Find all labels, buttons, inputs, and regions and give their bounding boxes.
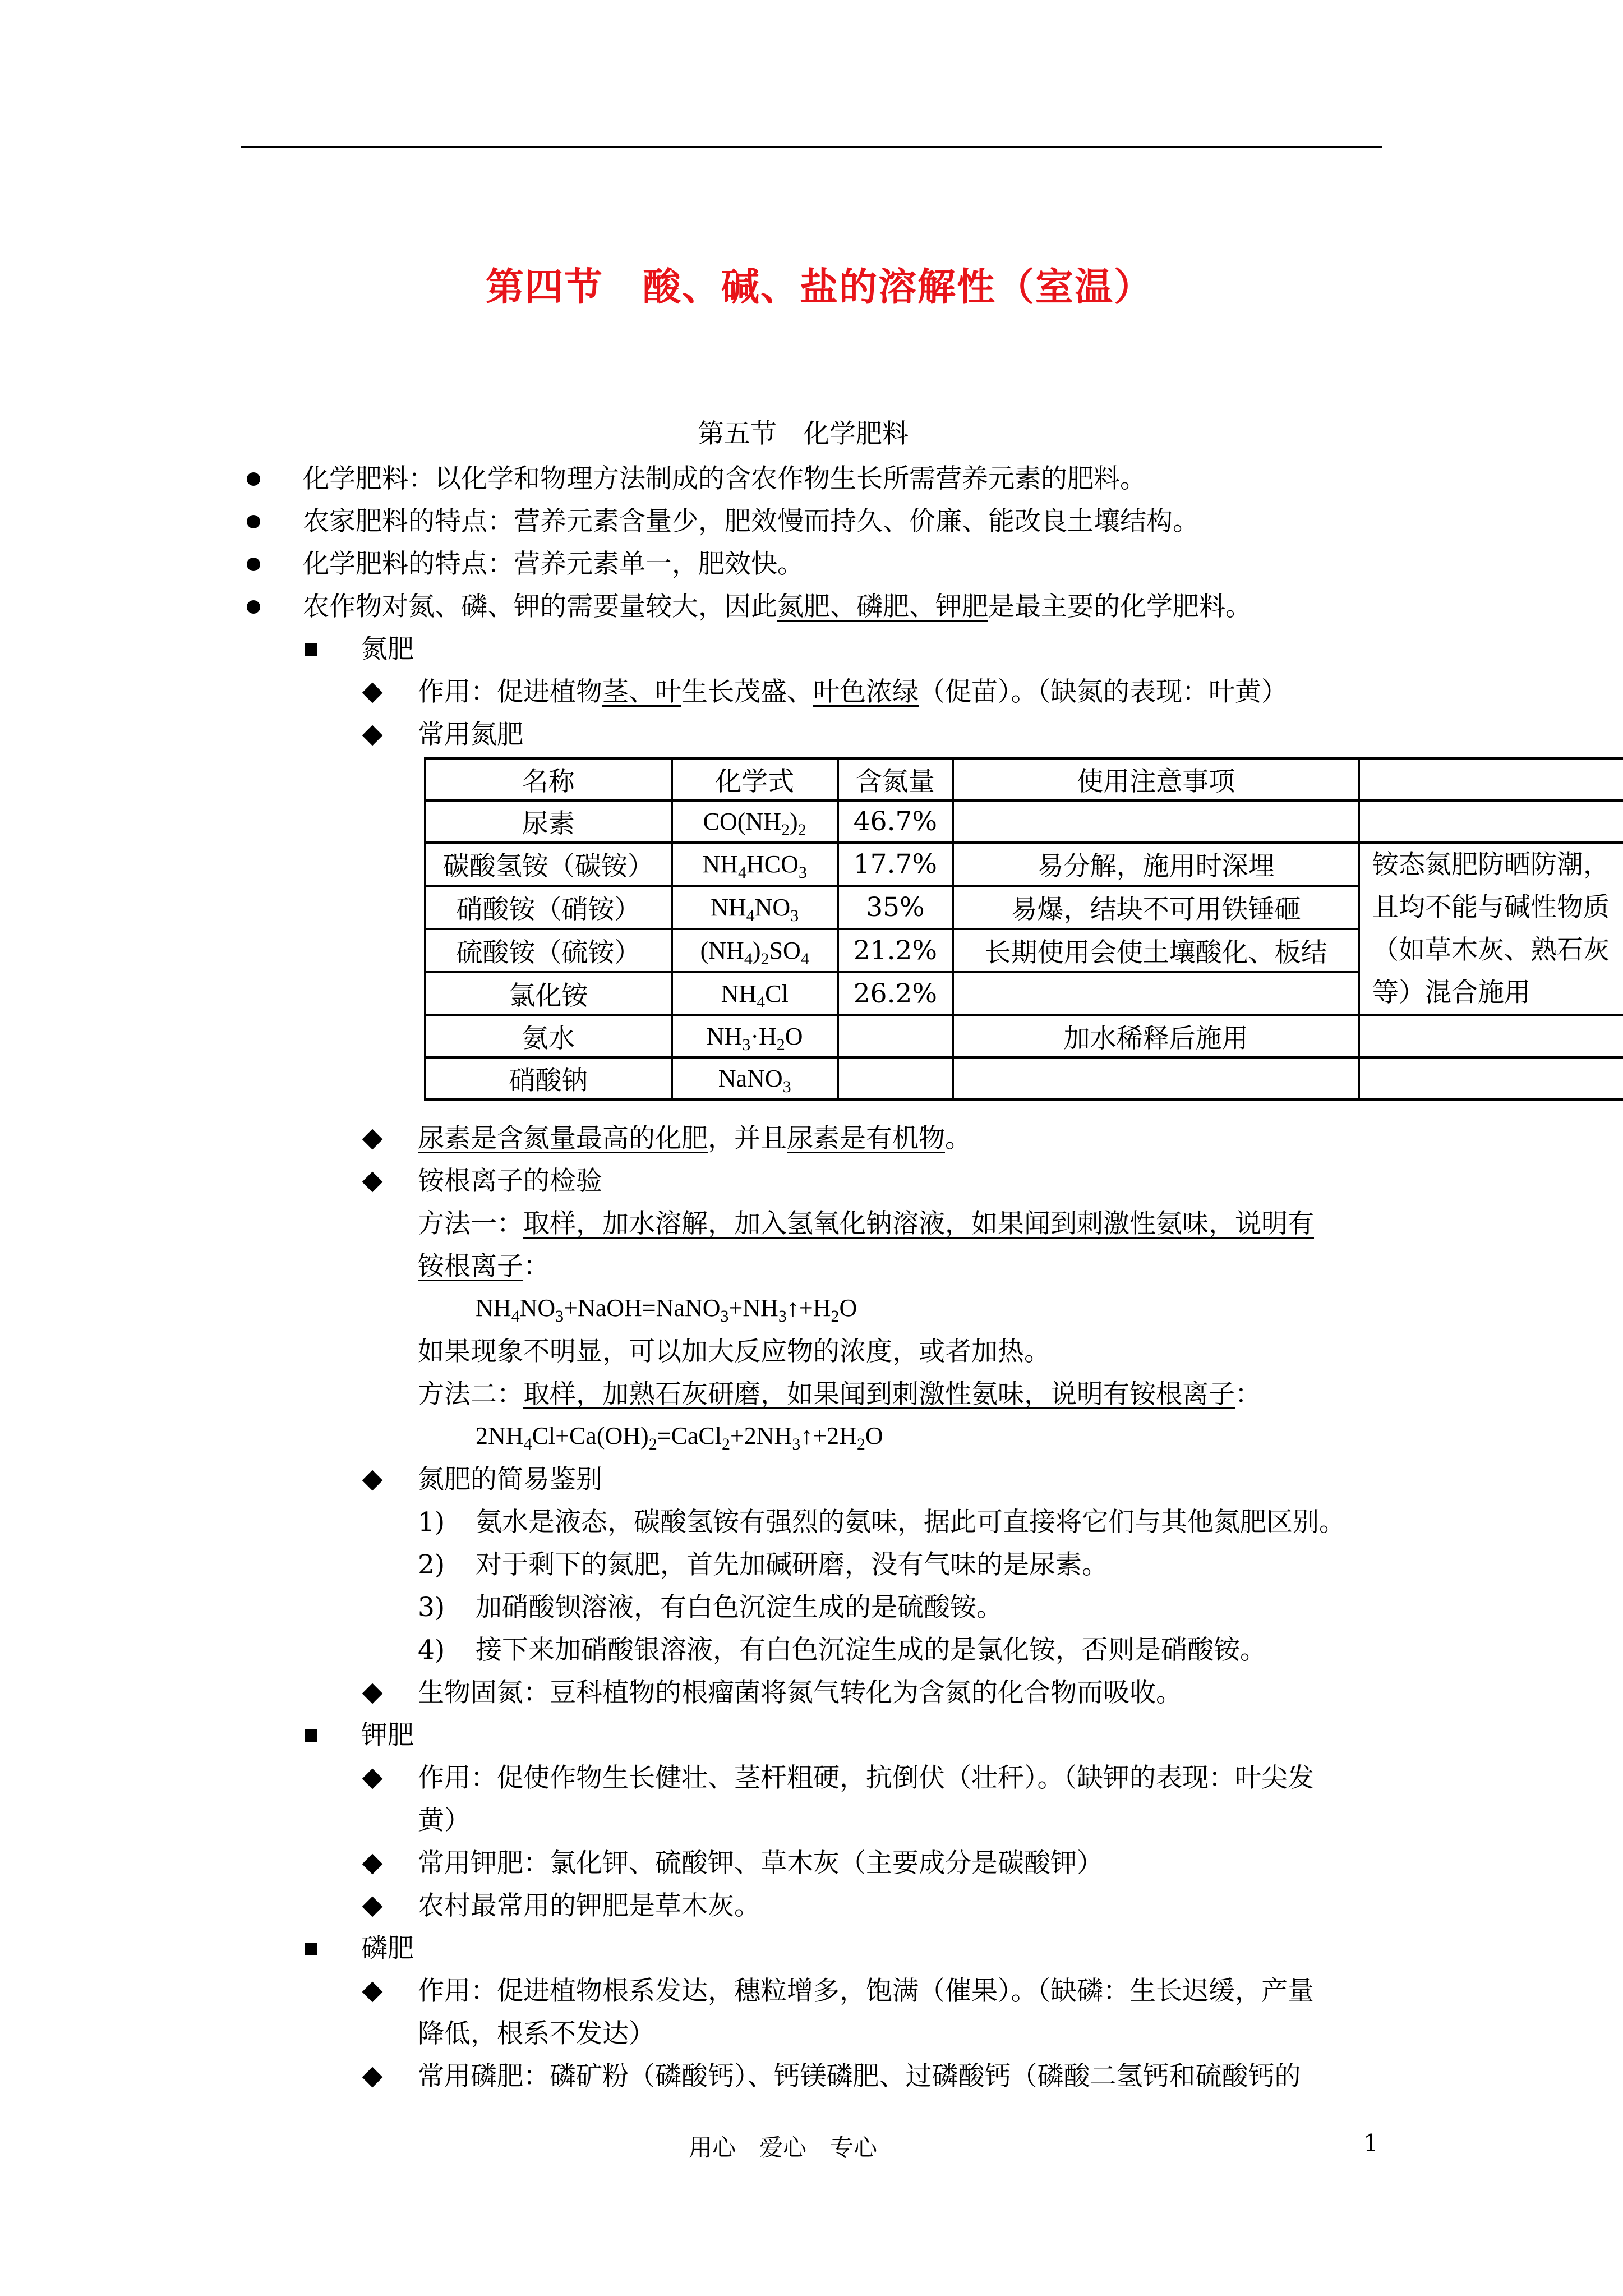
phosphorus-heading: 磷肥 <box>361 1933 414 1964</box>
diamond-bullet-icon <box>362 1129 383 1150</box>
percent-cell: 17.7% <box>838 843 953 886</box>
identify-label: 氮肥的简易鉴别 <box>418 1464 602 1495</box>
ammonium-test-label: 铵根离子的检验 <box>418 1166 602 1197</box>
name-cell: 氨水 <box>425 1015 672 1057</box>
diamond-bullet-icon <box>362 1897 383 1917</box>
identify-step-text: 接下来加硝酸银溶液，有白色沉淀生成的是氯化铵，否则是硝酸铵。 <box>476 1635 1266 1665</box>
diamond-bullet-icon <box>362 1683 383 1704</box>
underlined-text: 铵根离子 <box>418 1251 523 1282</box>
potassium-effect-cont: 黄） <box>418 1805 471 1836</box>
phosphorus-common: 常用磷肥：磷矿粉（磷酸钙）、钙镁磷肥、过磷酸钙（磷酸二氢钙和硫酸钙的 <box>418 2061 1301 2092</box>
header-rule <box>241 146 1382 148</box>
section-title: 第五节 化学肥料 <box>698 418 909 449</box>
table-header-row <box>425 758 1623 800</box>
phosphorus-effect: 作用：促进植物根系发达，穗粒增多，饱满（催果）。（缺磷：生长迟缓，产量 <box>418 1976 1314 2007</box>
formula-cell: NaNO$_3$ <box>672 1057 838 1099</box>
method-one <box>418 1208 1314 1239</box>
method-one-cont <box>418 1253 550 1280</box>
text: 方法一： <box>418 1208 523 1239</box>
formula-cell: $NH_3\cdot H_2O$ <box>672 1015 838 1057</box>
square-bullet-icon <box>305 643 317 656</box>
page-title: 第四节 酸、碱、盐的溶解性（室温） <box>486 265 1154 310</box>
diamond-bullet-icon <box>362 1172 383 1193</box>
identify-step-number: 4) <box>418 1635 445 1665</box>
underlined-text: 取样，加熟石灰研磨，如果闻到刺激性氨味，说明有铵根离子 <box>523 1379 1235 1410</box>
identify-step-number: 3) <box>418 1592 445 1623</box>
header-cell: 含氮量 <box>838 758 953 800</box>
diamond-bullet-icon <box>362 1769 383 1789</box>
common-nitrogen-label: 常用氮肥 <box>418 719 523 750</box>
note-cell: 加水稀释后施用 <box>953 1015 1359 1057</box>
formula-cell: $NH_4NO_3$ <box>672 886 838 929</box>
empty-cell <box>1359 800 1623 843</box>
identify-step-number: 1) <box>418 1507 445 1538</box>
header-cell: 名称 <box>425 758 672 800</box>
nitrogen-heading: 氮肥 <box>361 634 414 665</box>
percent-cell: 26.2% <box>838 972 953 1015</box>
text: 。 <box>945 1123 971 1154</box>
table-row <box>425 1057 1623 1099</box>
table-row <box>425 800 1623 843</box>
bullet-item-main-fertilizers <box>303 593 1252 620</box>
square-bullet-icon <box>305 1943 317 1955</box>
identify-step-text: 对于剩下的氮肥，首先加碱研磨，没有气味的是尿素。 <box>476 1549 1108 1580</box>
bullet-item: 化学肥料的特点：营养元素单一，肥效快。 <box>303 549 804 579</box>
text: 是最主要的化学肥料。 <box>988 591 1252 622</box>
diamond-bullet-icon <box>362 1854 383 1875</box>
note-cell <box>953 972 1359 1015</box>
name-cell: 硝酸钠 <box>425 1057 672 1099</box>
table-row <box>425 843 1623 886</box>
text: ： <box>1235 1379 1261 1410</box>
empty-cell <box>1359 758 1623 800</box>
percent-cell: 21.2% <box>838 929 953 972</box>
identify-step-text: 氨水是液态，碳酸氢铵有强烈的氨味，据此可直接将它们与其他氮肥区别。 <box>476 1507 1345 1538</box>
potassium-effect: 作用：促使作物生长健壮、茎杆粗硬，抗倒伏（壮秆）。（缺钾的表现：叶尖发 <box>418 1763 1314 1793</box>
formula-cell: $NH_4Cl$ <box>672 972 838 1015</box>
diamond-bullet-icon <box>362 1982 383 2003</box>
potassium-rural: 农村最常用的钾肥是草木灰。 <box>418 1890 760 1921</box>
bullet-item: 化学肥料：以化学和物理方法制成的含农作物生长所需营养元素的肥料。 <box>303 463 1146 494</box>
empty-cell <box>1359 1057 1623 1099</box>
bullet-item: 农家肥料的特点：营养元素含量少，肥效慢而持久、价廉、能改良土壤结构。 <box>303 506 1199 537</box>
header-cell: 化学式 <box>672 758 838 800</box>
header-cell: 使用注意事项 <box>953 758 1359 800</box>
note-cell <box>953 1057 1359 1099</box>
underlined-text: 氮肥、磷肥、钾肥 <box>777 591 988 622</box>
footer-motto: 用心 爱心 专心 <box>689 2134 878 2161</box>
percent-cell <box>838 1015 953 1057</box>
percent-cell <box>838 1057 953 1099</box>
underlined-text: 茎、叶 <box>602 677 681 707</box>
urea-note <box>418 1125 971 1152</box>
text: ： <box>523 1251 550 1282</box>
underlined-text: 叶色浓绿 <box>813 677 919 707</box>
text: 农作物对氮、磷、钾的需要量较大，因此 <box>303 591 777 622</box>
square-bullet-icon <box>305 1729 317 1742</box>
equation-method-two: $2NH_4Cl+Ca(OH)_2=CaCl_2+2NH_3↑+2H_2O$ <box>476 1422 883 1453</box>
text: （促苗）。（缺氮的表现：叶黄） <box>919 677 1288 707</box>
text: 生长茂盛、 <box>681 677 813 707</box>
formula-cell: $NH_4HCO_3$ <box>672 843 838 886</box>
method-two <box>418 1379 1261 1410</box>
note-cell <box>953 800 1359 843</box>
bio-fixation: 生物固氮：豆科植物的根瘤菌将氮气转化为含氮的化合物而吸收。 <box>418 1677 1182 1708</box>
note-cell: 易爆，结块不可用铁锤砸 <box>953 886 1359 929</box>
name-cell: 尿素 <box>425 800 672 843</box>
potassium-heading: 钾肥 <box>361 1720 414 1751</box>
formula-cell: $CO(NH_2)_2$ <box>672 800 838 843</box>
underlined-text: 取样，加水溶解，加入氢氧化钠溶液，如果闻到刺激性氨味，说明有 <box>523 1208 1314 1239</box>
name-cell: 硝酸铵（硝铵） <box>425 886 672 929</box>
potassium-common: 常用钾肥：氯化钾、硫酸钾、草木灰（主要成分是碳酸钾） <box>418 1848 1103 1879</box>
ammonium-caution-cell: 铵态氮肥防晒防潮，且均不能与碱性物质（如草木灰、熟石灰等）混合施用 <box>1359 843 1623 1015</box>
note-cell: 易分解，施用时深埋 <box>953 843 1359 886</box>
diamond-bullet-icon <box>362 2067 383 2088</box>
name-cell: 碳酸氢铵（碳铵） <box>425 843 672 886</box>
underlined-text: 尿素是含氮量最高的化肥 <box>418 1123 708 1154</box>
name-cell: 氯化铵 <box>425 972 672 1015</box>
identify-step-text: 加硝酸钡溶液，有白色沉淀生成的是硫酸铵。 <box>476 1592 1003 1623</box>
bullet-dot-icon <box>247 472 260 486</box>
bullet-dot-icon <box>247 558 260 571</box>
percent-cell: 35% <box>838 886 953 929</box>
nitrogen-effect <box>418 679 1288 705</box>
table-row <box>425 1015 1623 1057</box>
text: ，并且 <box>708 1123 787 1154</box>
page-number: 1 <box>1363 2129 1378 2157</box>
bullet-dot-icon <box>247 515 260 528</box>
note-cell: 长期使用会使土壤酸化、板结 <box>953 929 1359 972</box>
diamond-bullet-icon <box>362 725 383 746</box>
phosphorus-effect-cont: 降低，根系不发达） <box>418 2018 655 2049</box>
text: 作用：促进植物 <box>418 677 602 707</box>
text: 方法二： <box>418 1379 523 1410</box>
formula-cell: $(NH_4)_2SO_4$ <box>672 929 838 972</box>
name-cell: 硫酸铵（硫铵） <box>425 929 672 972</box>
underlined-text: 尿素是有机物 <box>787 1123 945 1154</box>
bullet-dot-icon <box>247 600 260 614</box>
percent-cell: 46.7% <box>838 800 953 843</box>
identify-step-number: 2) <box>418 1549 445 1580</box>
diamond-bullet-icon <box>362 1470 383 1491</box>
method-one-note: 如果现象不明显，可以加大反应物的浓度，或者加热。 <box>418 1336 1050 1367</box>
equation-method-one: $NH_4NO_3+NaOH=NaNO_3+NH_3↑+H_2O$ <box>476 1294 857 1326</box>
nitrogen-fertilizer-table <box>424 757 1623 1101</box>
diamond-bullet-icon <box>362 683 383 703</box>
empty-cell <box>1359 1015 1623 1057</box>
